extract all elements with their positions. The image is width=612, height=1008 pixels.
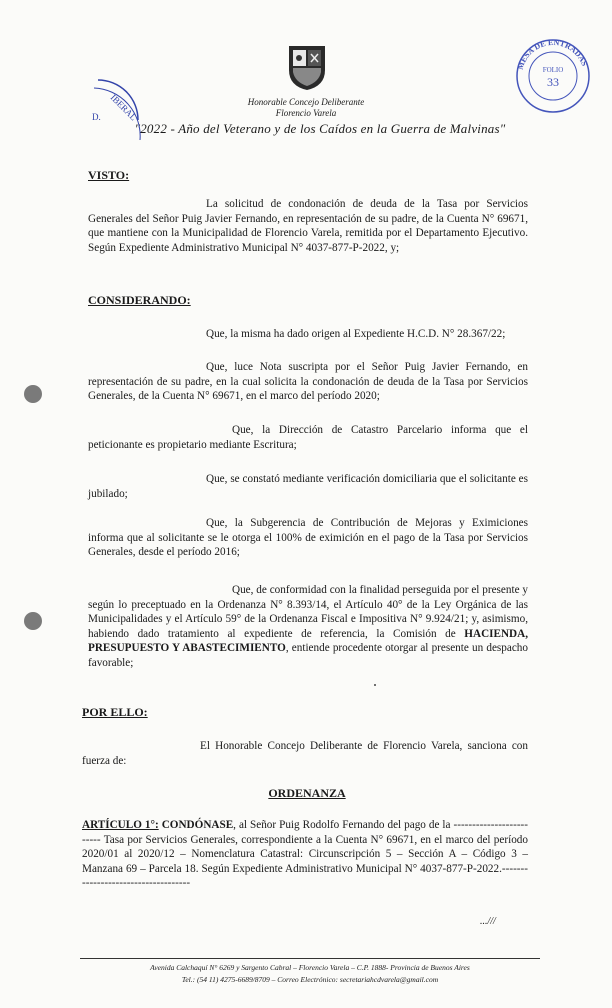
binder-hole [24,385,42,403]
considerando-heading: CONSIDERANDO: [88,293,191,307]
considerando-item: Que, la Subgerencia de Contribución de Mejoras y Eximiciones informa que al solicitante se le otorga el 100% de eximición en el pago de la Tasa por Servicios Generales, desde el período 2016; [88,517,528,558]
svg-text:D.: D. [92,112,101,122]
council-name: Honorable Concejo Deliberante [247,97,365,107]
folio-number: 33 [547,75,559,89]
considerando-item: Que, la misma ha dado origen al Expediente H.C.D. N° 28.367/22; [206,328,506,340]
article-label: ARTÍCULO 1°: [82,819,159,831]
continuation-mark: .../// [480,916,496,927]
considerando-item: Que, luce Nota suscripta por el Señor Puig Javier Fernando, en representación de su padre, en la cual solicita la condonación de deuda de la Tasa por Servicios Generales, de la Cuenta N° 69671, en el marco del período 2020; [88,361,528,402]
ink-speck [374,684,376,686]
footer-address: Avenida Calchaquí N° 6269 y Sargento Cabral – Florencio Varela – C.P. 1888- Provincia de Buenos Aires [150,963,470,972]
considerando-item-final: Que, de conformidad con la finalidad perseguida por el presente y según lo preceptuado en la Ordenanza N° 8.393/14, el Artículo 40° de la Ley Orgánica de las Municipalidades y el Artículo 59° de la Ordenanza Fiscal e Impositiva N° 9.924/21; y, asimismo, habiendo dado tratamiento al expediente de referencia, la Comisión de HACIENDA, PRESUPUESTO Y ABASTECIMIENTO, entiende procedente otorgar al presente un despacho favorable; [88,584,528,669]
considerando-item: Que, la Dirección de Catastro Parcelario informa que el peticionante es propietario mediante Escritura; [88,424,528,451]
council-city: Florencio Varela [275,108,337,118]
commission-name: HACIENDA, PRESUPUESTO Y ABASTECIMIENTO [88,627,528,654]
por-ello-text: El Honorable Concejo Deliberante de Florencio Varela, sanciona con fuerza de: [82,740,528,767]
article-1: ARTÍCULO 1°: CONDÓNASE, al Señor Puig Rodolfo Fernando del pago de la ------------------------- Tasa por Servicios Generales, correspondiente a la Cuenta N° 69671, en el marco del período 2020/01 al 2020/12 – Nomenclatura Catastral: Circunscripción 5 – Sección A – Código 3 – Manzana 69 – Parcela 18. Según Expediente Administrativo Municipal N° 4037-877-P-2022.------------------------------------ [82,819,528,889]
article-verb: CONDÓNASE [161,819,234,831]
footer-divider [80,958,540,959]
council-crest-icon [285,42,329,92]
partial-seal-stamp-icon [90,70,142,160]
ordenanza-heading: ORDENANZA [268,786,346,800]
binder-hole [24,612,42,630]
svg-text:IBERAL: IBERAL [108,92,139,123]
footer-contact: Tel.: (54 11) 4275-6689/8709 – Correo Electrónico: secretariahcdvarela@gmail.com [181,975,439,984]
visto-text: La solicitud de condonación de deuda de la Tasa por Servicios Generales del Señor Puig Javier Fernando, en representación de su padre, de la Cuenta N° 69671, que mantiene con la Municipalidad de Florencio Varela, remitida por el Departamento Ejecutivo. Según Expediente Administrativo Municipal N° 4037-877-P-2022, y; [88,198,528,254]
folio-stamp-icon [508,36,598,116]
year-motto: "2022 - Año del Veterano y de los Caídos en la Guerra de Malvinas" [134,121,506,136]
por-ello-heading: POR ELLO: [82,705,148,719]
folio-label: FOLIO [542,66,564,74]
visto-heading: VISTO: [88,168,130,182]
considerando-item: Que, se constató mediante verificación domiciliaria que el solicitante es jubilado; [88,473,528,500]
svg-text:MESA DE ENTRADAS: MESA DE ENTRADAS [515,37,590,71]
